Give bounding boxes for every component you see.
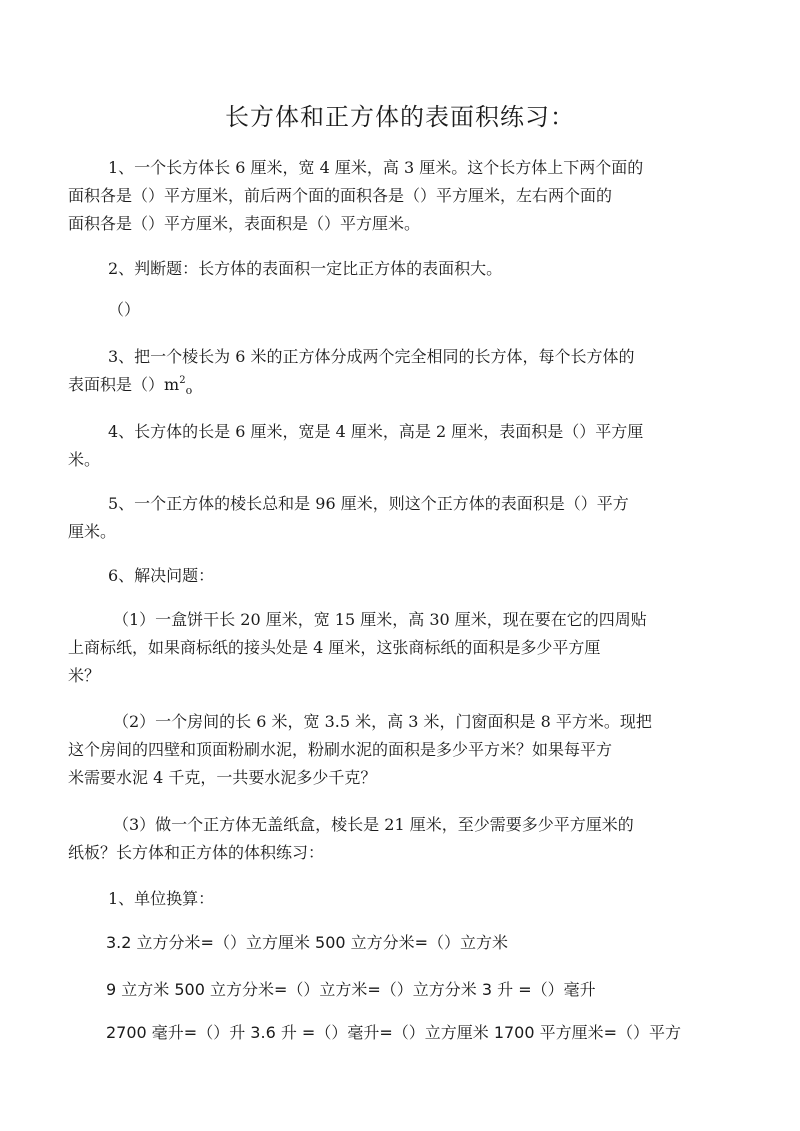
volume-q1-heading: 1、单位换算： [108,889,215,908]
q5-line-1: 5、一个正方体的棱长总和是 96 厘米，则这个正方体的表面积是（）平方 [108,494,629,513]
q4-line-2: 米。 [68,450,101,469]
q6-1-line-3: 米？ [68,666,101,685]
page-title: 长方体和正方体的表面积练习： [225,103,575,131]
q2-answer-blank: （） [108,300,141,319]
q3-unit-superscript: 2 [179,375,186,386]
q5-line-2: 厘米。 [68,522,117,541]
conversion-line-3: 2700 毫升=（）升 3.6 升 =（）毫升=（）立方厘米 1700 平方厘米=（）平方 [106,1023,682,1042]
q1-line-1: 1、一个长方体长 6 厘米，宽 4 厘米，高 3 厘米。这个长方体上下两个面的 [108,158,644,177]
q3-line-2 [68,375,192,395]
q2-line-1: 2、判断题：长方体的表面积一定比正方体的表面积大。 [108,259,503,278]
q6-1-line-2: 上商标纸，如果商标纸的接头处是 4 厘米，这张商标纸的面积是多少平方厘 [68,638,601,657]
conversion-line-2: 9 立方米 500 立方分米=（）立方米=（）立方分米 3 升 =（）毫升 [106,980,596,999]
q6-3-line-1: （3）做一个正方体无盖纸盒，棱长是 21 厘米，至少需要多少平方厘米的 [113,815,634,834]
q3-line-1: 3、把一个棱长为 6 米的正方体分成两个完全相同的长方体，每个长方体的 [108,347,635,366]
q6-2-line-2: 这个房间的四壁和顶面粉刷水泥，粉刷水泥的面积是多少平方米？如果每平方 [68,740,613,759]
q1-line-3: 面积各是（）平方厘米，表面积是（）平方厘米。 [68,214,421,233]
q6-1-line-1: （1）一盒饼干长 20 厘米，宽 15 厘米，高 30 厘米，现在要在它的四周贴 [113,610,647,629]
q6-2-line-3: 米需要水泥 4 千克，一共要水泥多少千克？ [68,768,377,787]
q1-line-2: 面积各是（）平方厘米，前后两个面的面积各是（）平方厘米，左右两个面的 [68,186,613,205]
q3-line-end-mark: o [185,384,193,397]
q6-heading: 6、解决问题： [108,566,215,585]
q3-line-2-text: 表面积是（）m [68,375,180,394]
q6-2-line-1: （2）一个房间的长 6 米，宽 3.5 米，高 3 米，门窗面积是 8 平方米。现把 [113,712,652,731]
q6-3-line-2: 纸板？长方体和正方体的体积练习： [68,843,325,862]
conversion-line-1: 3.2 立方分米=（）立方厘米 500 立方分米=（）立方米 [106,933,509,952]
q4-line-1: 4、长方体的长是 6 厘米，宽是 4 厘米，高是 2 厘米，表面积是（）平方厘 [108,422,644,441]
